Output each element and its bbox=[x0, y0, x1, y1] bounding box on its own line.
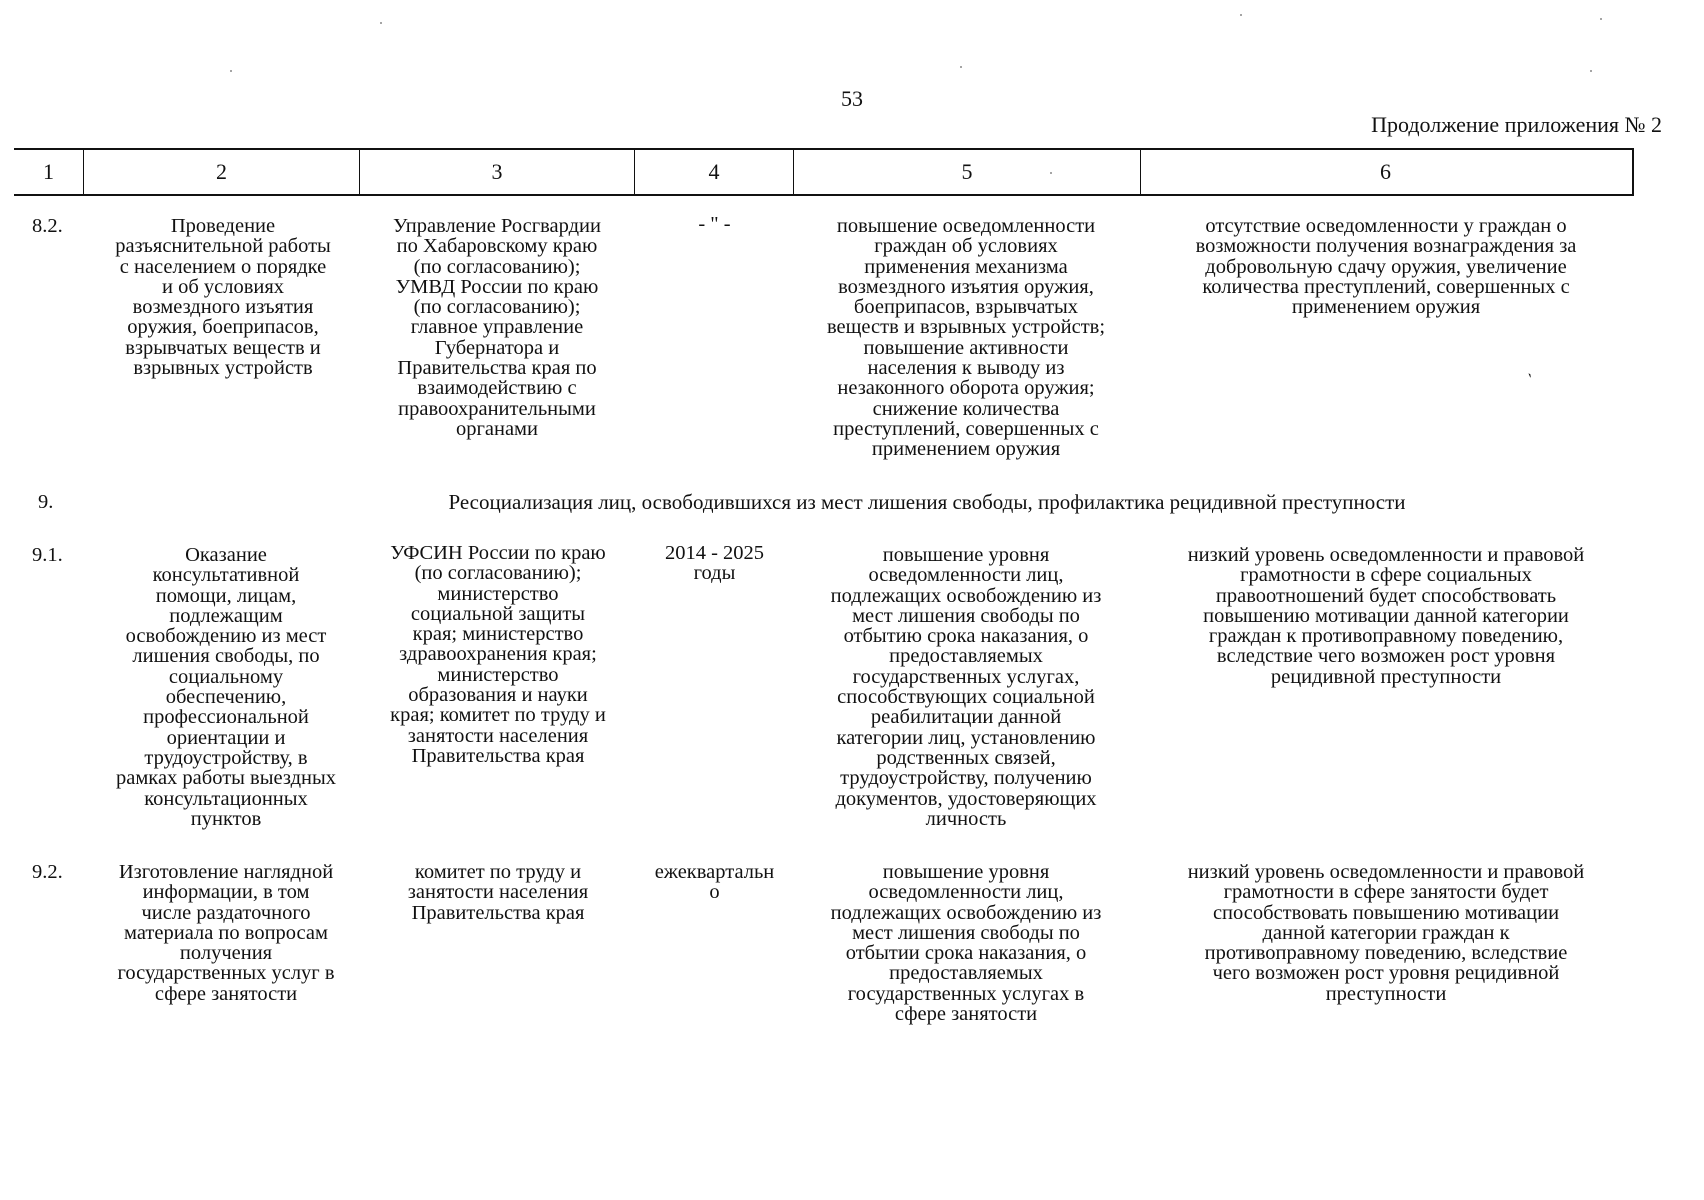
expected-result: повышение осведомленности граждан об условиях применения механизма возмездного изъятия оружия, боеприпасов, взрывчатых веществ и взрывных устройств; повышение активности населения к выводу из незаконного оборота оружия; снижение количества преступлений, совершенных с применением оружия bbox=[826, 215, 1106, 461]
scan-speck bbox=[380, 22, 382, 24]
section-number: 9. bbox=[38, 491, 54, 513]
scan-speck bbox=[1590, 70, 1592, 72]
measure-name: Изготовление наглядной информации, в том числе раздаточного материала по вопросам получения государственных услуг в сфере занятости bbox=[117, 861, 335, 1005]
row-number: 8.2. bbox=[32, 215, 63, 237]
expected-result: повышение уровня осведомленности лиц, подлежащих освобождению из мест лишения свободы по отбытии срока наказания, о предоставляемых государственных услугах в сфере занятости bbox=[830, 861, 1102, 1026]
executor: УФСИН России по краю (по согласованию); министерство социальной защиты края; министерство здравоохранения края; министерство образования и науки края; комитет по труду и занятости населения Правительства края bbox=[390, 542, 606, 767]
consequences: низкий уровень осведомленности и правовой грамотности в сфере занятости будет способствовать повышению мотивации данной категории граждан к противоправному поведению, вследствие чего возможен рост уровня рецидивной преступности bbox=[1187, 861, 1585, 1005]
section-title: Ресоциализация лиц, освободившихся из мест лишения свободы, профилактика рецидивной преступности bbox=[448, 490, 1406, 514]
executor: комитет по труду и занятости населения Правительства края bbox=[407, 861, 589, 924]
period: 2014 - 2025 годы bbox=[664, 542, 765, 585]
expected-result: повышение уровня осведомленности лиц, подлежащих освобождению из мест лишения свободы по отбытию срока наказания, о предоставляемых государственных услугах, способствующих социальной реабилитации данной категории лиц, установлению родственных связей, трудоустройству, получению документов, удостоверяющих личность bbox=[830, 544, 1102, 830]
executor: Управление Росгвардии по Хабаровскому краю (по согласованию); УМВД России по краю (по согласованию); главное управление Губернатора и Правительства края по взаимодействию с правоохранительными органами bbox=[393, 215, 601, 440]
scan-speck bbox=[1600, 18, 1602, 20]
measure-name: Проведение разъяснительной работы с населением о порядке и об условиях возмездного изъятия оружия, боеприпасов, взрывчатых веществ и взрывных устройств bbox=[115, 215, 331, 380]
continuation-label: Продолжение приложения № 2 bbox=[1371, 112, 1662, 137]
period: ежеквартальн о bbox=[654, 861, 775, 904]
table-header bbox=[14, 148, 1634, 196]
header-col-2: 2 bbox=[84, 150, 360, 194]
header-col-6: 6 bbox=[1380, 159, 1391, 184]
header-col-5: 5 bbox=[794, 150, 1141, 194]
header-col-3: 3 bbox=[360, 150, 635, 194]
row-number: 9.2. bbox=[32, 861, 63, 883]
row-number: 9.1. bbox=[32, 544, 63, 566]
consequences: отсутствие осведомленности у граждан о возможности получения вознаграждения за добровольную сдачу оружия, увеличение количества преступлений, совершенных с применением оружия bbox=[1195, 215, 1577, 319]
scan-speck bbox=[1240, 14, 1242, 16]
page-number: 53 bbox=[841, 86, 863, 111]
period: - " - bbox=[698, 213, 731, 235]
measure-name: Оказание консультативной помощи, лицам, подлежащим освобождению из мест лишения свободы, по социальному обеспечению, профессиональной ориентации и трудоустройству, в рамках работы выездных консультационных пунктов bbox=[115, 544, 336, 830]
scan-speck bbox=[230, 70, 232, 72]
scan-mark: ˋ bbox=[1519, 369, 1535, 391]
header-col-4: 4 bbox=[635, 150, 794, 194]
consequences: низкий уровень осведомленности и правовой грамотности в сфере социальных правоотношений будет способствовать повышению мотивации данной категории граждан к противоправному поведению, вследствие чего возможен рост уровня рецидивной преступности bbox=[1187, 544, 1585, 688]
header-col-1: 1 bbox=[14, 150, 84, 194]
scan-speck bbox=[960, 66, 962, 68]
